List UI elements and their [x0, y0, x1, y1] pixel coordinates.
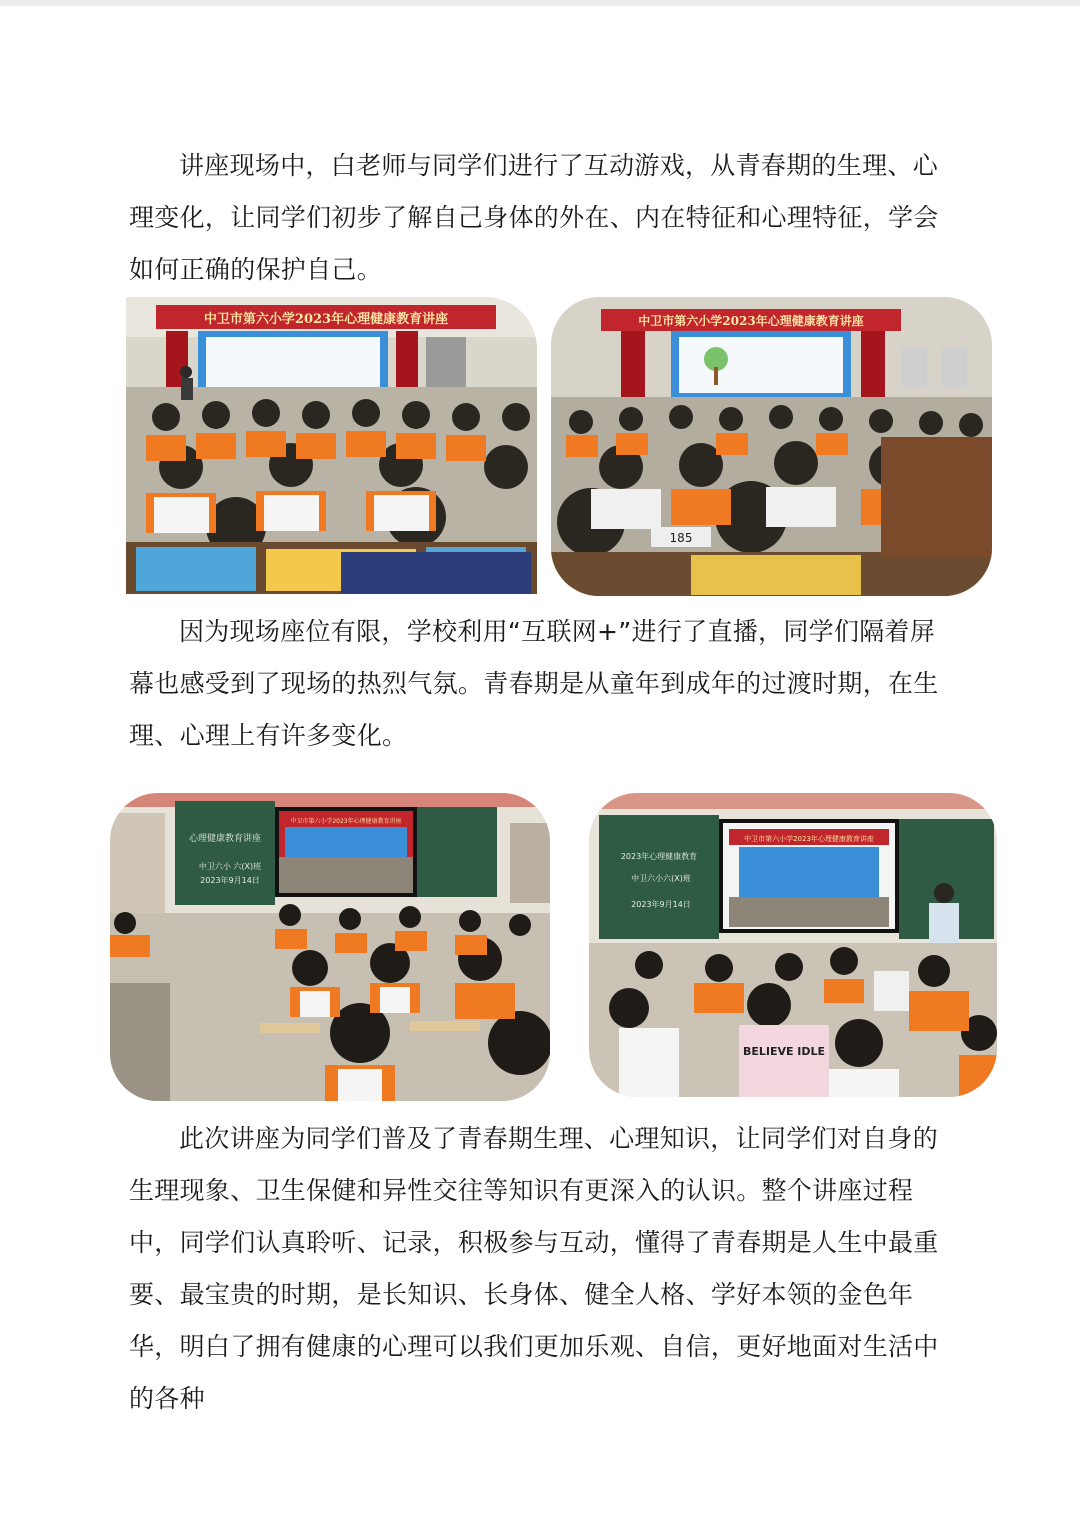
lecture-hall-photo-1: [126, 297, 537, 594]
blackboard-line-1: 心理健康教育讲座: [188, 834, 262, 844]
banner-text-2: 中卫市第六小学2023年心理健康教育讲座: [638, 314, 864, 328]
paragraph-1: 讲座现场中，白老师与同学们进行了互动游戏，从青春期的生理、心理变化，让同学们初步了解自己身体的外在、内在特征和心理特征，学会如何正确的保护自己。: [129, 151, 939, 284]
paragraph-3: 此次讲座为同学们普及了青春期生理、心理知识，让同学们对自身的生理现象、卫生保健和异性交往等知识有更深入的认识。整个讲座过程中，同学们认真聆听、记录，积极参与互动，懂得了青春期是人生中最重要、最宝贵的时期，是长知识、长身体、健全人格、学好本领的金色年华，明白了拥有健康的心理可以我们更加乐观、自信，更好地面对生活中的各种: [129, 1124, 939, 1413]
lecture-hall-photo-2: [551, 297, 992, 596]
blackboard-line-6: 2023年9月14日: [631, 900, 691, 909]
stream-banner-1: 中卫市第六小学2023年心理健康教育讲座: [290, 818, 402, 825]
blackboard-line-5: 中卫六小六(X)班: [631, 874, 691, 883]
blackboard-line-2: 中卫六小 六(X)班: [198, 862, 262, 871]
banner-text-1: 中卫市第六小学2023年心理健康教育讲座: [203, 312, 449, 327]
seat-number: 185: [669, 531, 693, 545]
top-strip: [0, 0, 1080, 6]
classroom-livestream-photo-2: [589, 793, 997, 1097]
shirt-print: BELIEVE IDLE: [742, 1045, 826, 1058]
blackboard-line-4: 2023年心理健康教育: [620, 852, 698, 861]
blackboard-line-3: 2023年9月14日: [200, 876, 260, 885]
paragraph-2: 因为现场座位有限，学校利用“互联网+”进行了直播，同学们隔着屏幕也感受到了现场的热烈气氛。青春期是从童年到成年的过渡时期，在生理、心理上有许多变化。: [129, 617, 939, 750]
stream-banner-2: 中卫市第六小学2023年心理健康教育讲座: [744, 835, 874, 843]
classroom-livestream-photo-1: [110, 793, 550, 1101]
